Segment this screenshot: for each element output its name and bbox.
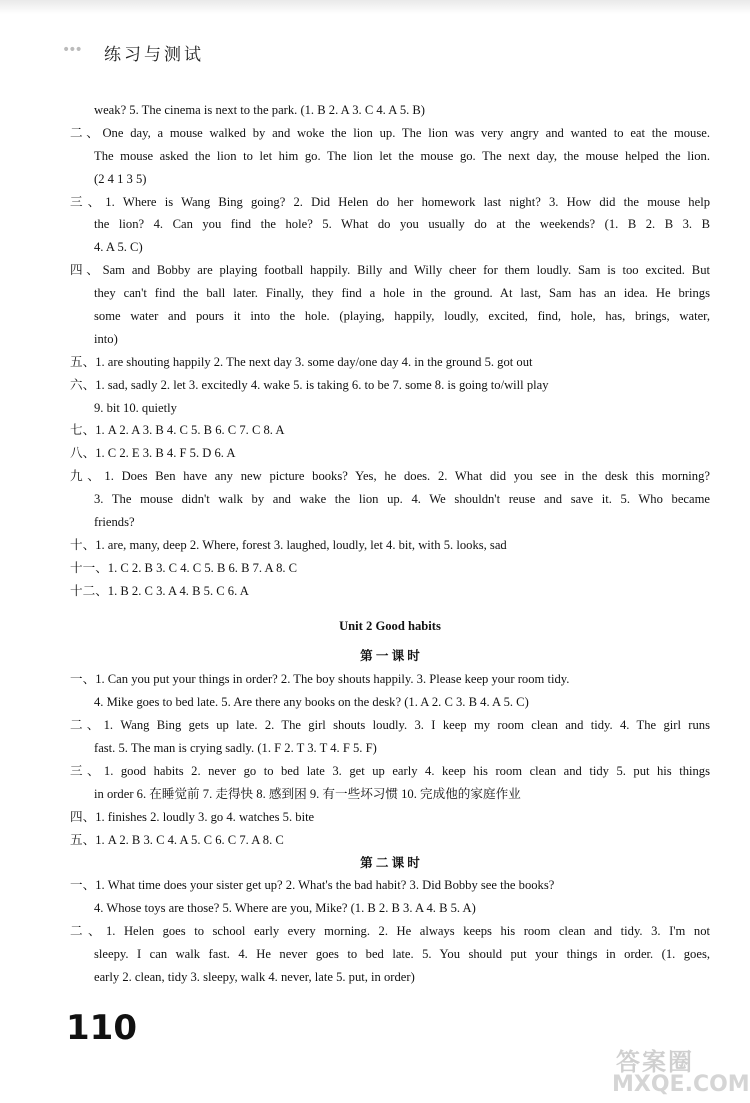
watermark-bottom-text: MXQE.COM [612,1072,750,1097]
answer-line: The mouse asked the lion to let him go. The lion let the mouse go. The next day, the mouse helped the lion. [94,148,710,163]
answer-line: 八、1. C 2. E 3. B 4. F 5. D 6. A [70,446,236,461]
answer-line: some water and pours it into the hole. (playing, happily, loudly, excited, find, hole, has, brings, water, [94,309,710,324]
answer-line: 二、1. Helen goes to school early every morning. 2. He always keeps his room clean and tidy. 3. I'm not [70,924,710,939]
answer-line: 一、1. Can you put your things in order? 2. The boy shouts happily. 3. Please keep your room tidy. [70,672,570,687]
lesson-title: 第 二 课 时 [360,855,420,870]
header-decoration: ••• [62,42,81,58]
answer-line: fast. 5. The man is crying sadly. (1. F 2. T 3. T 4. F 5. F) [94,741,377,756]
answer-line: 三、1. Where is Wang Bing going? 2. Did Helen do her homework last night? 3. How did the mouse help [70,194,710,209]
answer-line: 十一、1. C 2. B 3. C 4. C 5. B 6. B 7. A 8. C [70,560,298,575]
header-band [0,0,750,14]
answer-line: 七、1. A 2. A 3. B 4. C 5. B 6. C 7. C 8. A [70,423,285,438]
answer-line: 十二、1. B 2. C 3. A 4. B 5. C 6. A [70,583,249,598]
answer-line: into) [94,331,118,346]
answer-line: 一、1. What time does your sister get up? 2. What's the bad habit? 3. Did Bobby see the books? [70,878,555,893]
page-number: 110 [66,1008,137,1048]
answer-line: 四、1. finishes 2. loudly 3. go 4. watches 5. bite [70,809,315,824]
answer-line: 五、1. A 2. B 3. C 4. A 5. C 6. C 7. A 8. C [70,832,284,847]
answer-line: 九、1. Does Ben have any new picture books? Yes, he does. 2. What did you see in the desk this morning? [70,469,710,484]
answer-line: 4. Mike goes to bed late. 5. Are there any books on the desk? (1. A 2. C 3. B 4. A 5. C) [94,695,529,710]
answer-line: friends? [94,515,135,530]
answer-line: early 2. clean, tidy 3. sleepy, walk 4. never, late 5. put, in order) [94,969,415,984]
header-title: 练习与测试 [104,45,204,65]
answer-line: 4. A 5. C) [94,240,143,255]
answer-line: (2 4 1 3 5) [94,171,147,186]
watermark-logo [598,1042,748,1100]
answer-line: 三、1. good habits 2. never go to bed late 3. get up early 4. keep his room clean and tidy 5. put his things [70,763,710,778]
answer-line: 十、1. are, many, deep 2. Where, forest 3. laughed, loudly, let 4. bit, with 5. looks, sad [70,537,507,552]
answer-line: they can't find the ball later. Finally, they find a hole in the ground. At last, Sam has an idea. He brings [94,286,710,301]
answer-line: 六、1. sad, sadly 2. let 3. excitedly 4. wake 5. is taking 6. to be 7. some 8. is going to/will play [70,377,549,392]
answer-line: 3. The mouse didn't walk by and wake the lion up. 4. We shouldn't reuse and save it. 5. Who became [94,492,710,507]
answer-line: sleepy. I can walk fast. 4. He never goes to bed late. 5. You should put your things in order. (1. goes, [94,947,710,962]
answer-line: the lion? 4. Can you find the hole? 5. What do you usually do at the weekends? (1. B 2. B 3. B [94,217,710,232]
lesson-title: 第 一 课 时 [360,649,420,664]
answer-content [70,99,710,989]
answer-line: 四、Sam and Bobby are playing football happily. Billy and Willy cheer for them loudly. Sam is too excited. But [70,263,710,278]
watermark-top-text: 答案圈 [616,1048,694,1076]
answer-line: 9. bit 10. quietly [94,400,177,415]
unit-title: Unit 2 Good habits [339,618,441,633]
answer-line: 五、1. are shouting happily 2. The next day 3. some day/one day 4. in the ground 5. got out [70,354,533,369]
page-header [0,0,750,82]
answer-line: 二、One day, a mouse walked by and woke the lion up. The lion was very angry and wanted to eat the mouse. [70,125,710,140]
answer-line: weak? 5. The cinema is next to the park. (1. B 2. A 3. C 4. A 5. B) [94,103,426,117]
answer-line: 4. Whose toys are those? 5. Where are you, Mike? (1. B 2. B 3. A 4. B 5. A) [94,901,476,916]
answer-line: in order 6. 在睡觉前 7. 走得快 8. 感到困 9. 有一些坏习惯 10. 完成他的家庭作业 [94,786,521,801]
answer-line: 二、1. Wang Bing gets up late. 2. The girl shouts loudly. 3. I keep my room clean and tidy. 4. The girl runs [70,718,710,733]
